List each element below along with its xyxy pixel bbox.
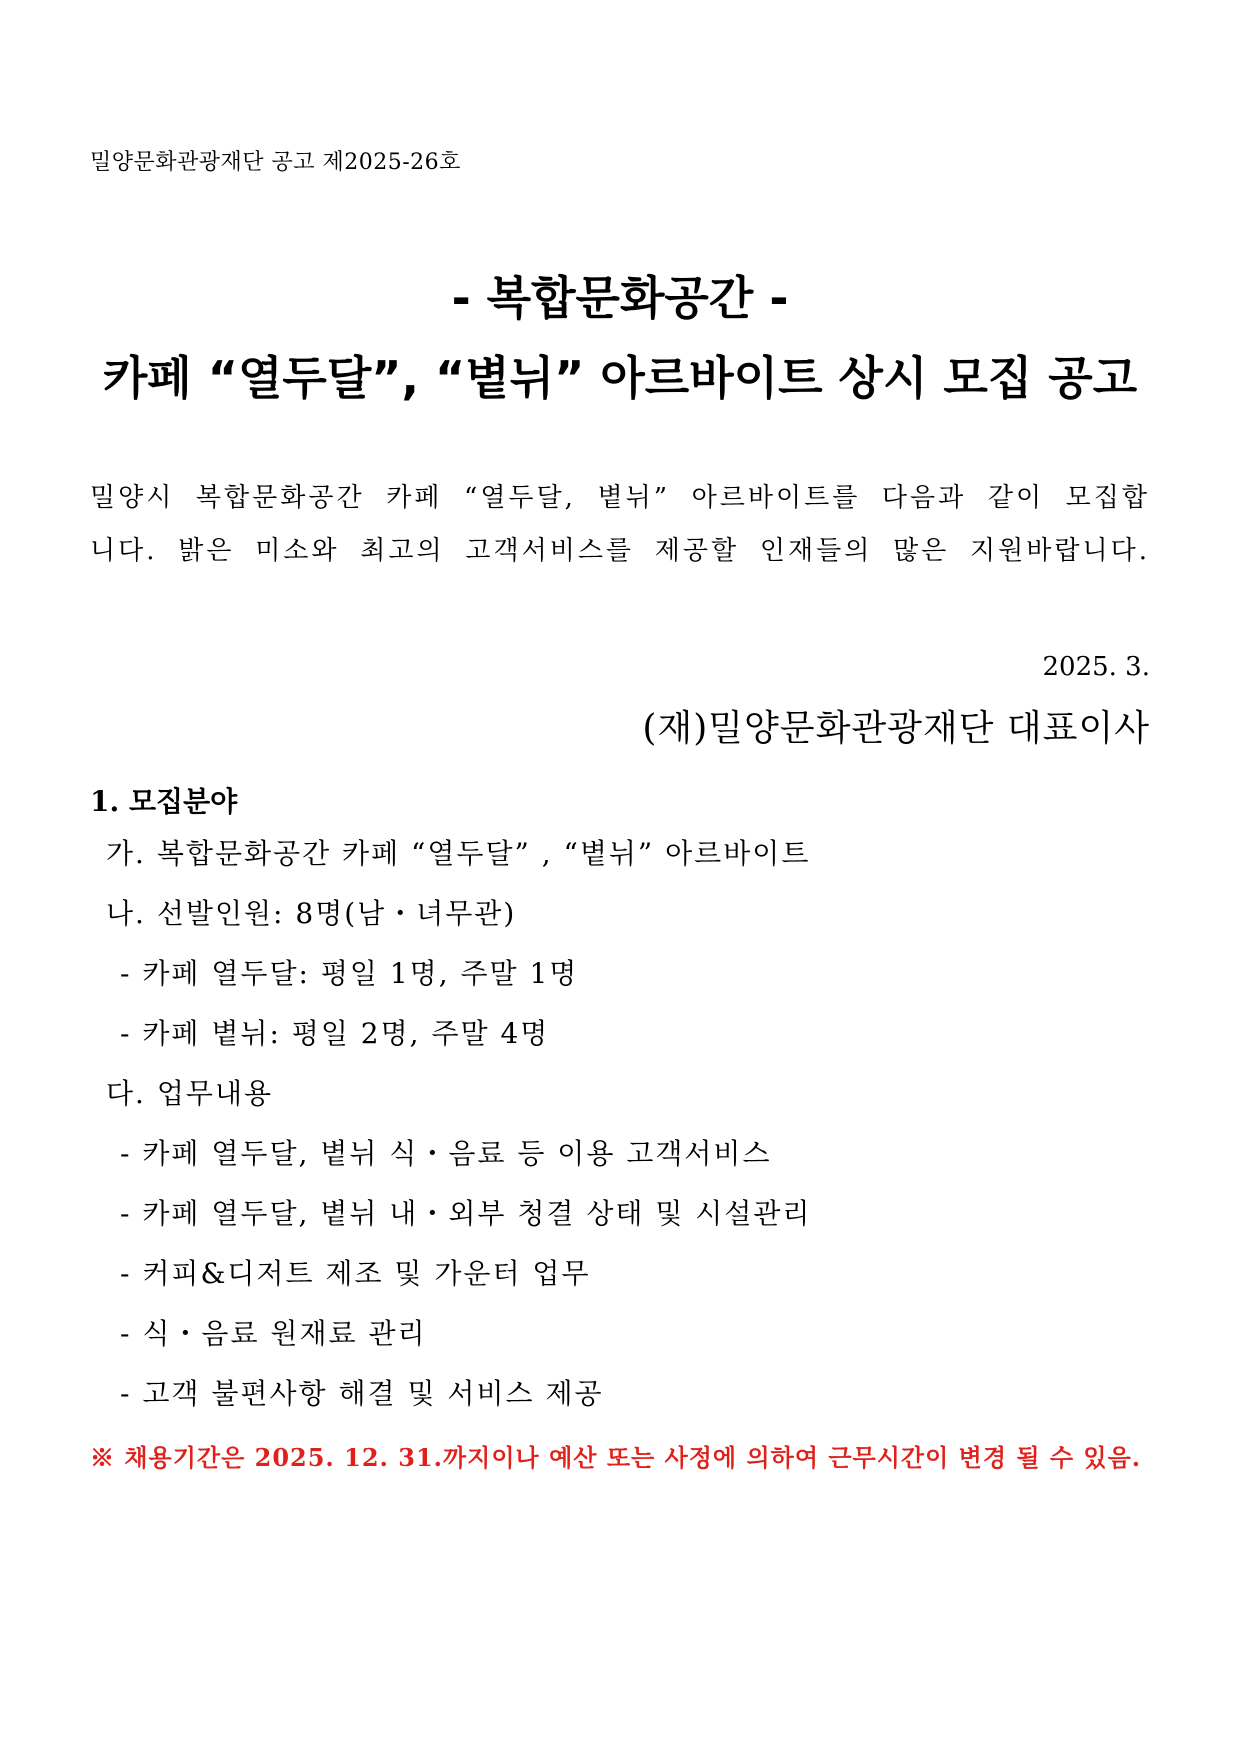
section-heading: 1. 모집분야: [90, 785, 238, 818]
list-item: - 식・음료 원재료 관리: [120, 1317, 427, 1350]
list-item: - 카페 열두달, 볕뉘 내・외부 청결 상태 및 시설관리: [120, 1197, 812, 1230]
list-item: 나. 선발인원: 8명(남・녀무관): [106, 897, 517, 930]
list-item: 가. 복합문화공간 카페 “열두달” , “볕뉘” 아르바이트: [106, 837, 811, 870]
issue-date: 2025. 3.: [1042, 652, 1150, 682]
list-item: - 카페 열두달: 평일 1명, 주말 1명: [120, 957, 579, 990]
title-line-1: - 복합문화공간 -: [451, 271, 789, 325]
intro-line-2: 니다. 밝은 미소와 최고의 고객서비스를 제공할 인재들의 많은 지원바랍니다.: [90, 536, 1150, 566]
list-item: - 고객 불편사항 해결 및 서비스 제공: [120, 1377, 604, 1410]
list-item: - 카페 열두달, 볕뉘 식・음료 등 이용 고객서비스: [120, 1137, 772, 1170]
intro-line-1: 밀양시 복합문화공간 카페 “열두달, 볕뉘” 아르바이트를 다음과 같이 모집합: [90, 483, 1150, 513]
notice-number: 밀양문화관광재단 공고 제2025-26호: [90, 150, 461, 175]
title-line-2: 카페 “열두달”, “볕뉘” 아르바이트 상시 모집 공고: [102, 351, 1138, 405]
employment-period-note: ※ 채용기간은 2025. 12. 31.까지이나 예산 또는 사정에 의하여 근무시간이 변경 될 수 있음.: [90, 1443, 1142, 1472]
list-item: 다. 업무내용: [106, 1077, 274, 1110]
list-item: - 커피&디저트 제조 및 가운터 업무: [120, 1257, 591, 1290]
list-item: - 카페 볕뉘: 평일 2명, 주말 4명: [120, 1017, 550, 1050]
issuing-organization: (재)밀양문화관광재단 대표이사: [642, 708, 1150, 749]
